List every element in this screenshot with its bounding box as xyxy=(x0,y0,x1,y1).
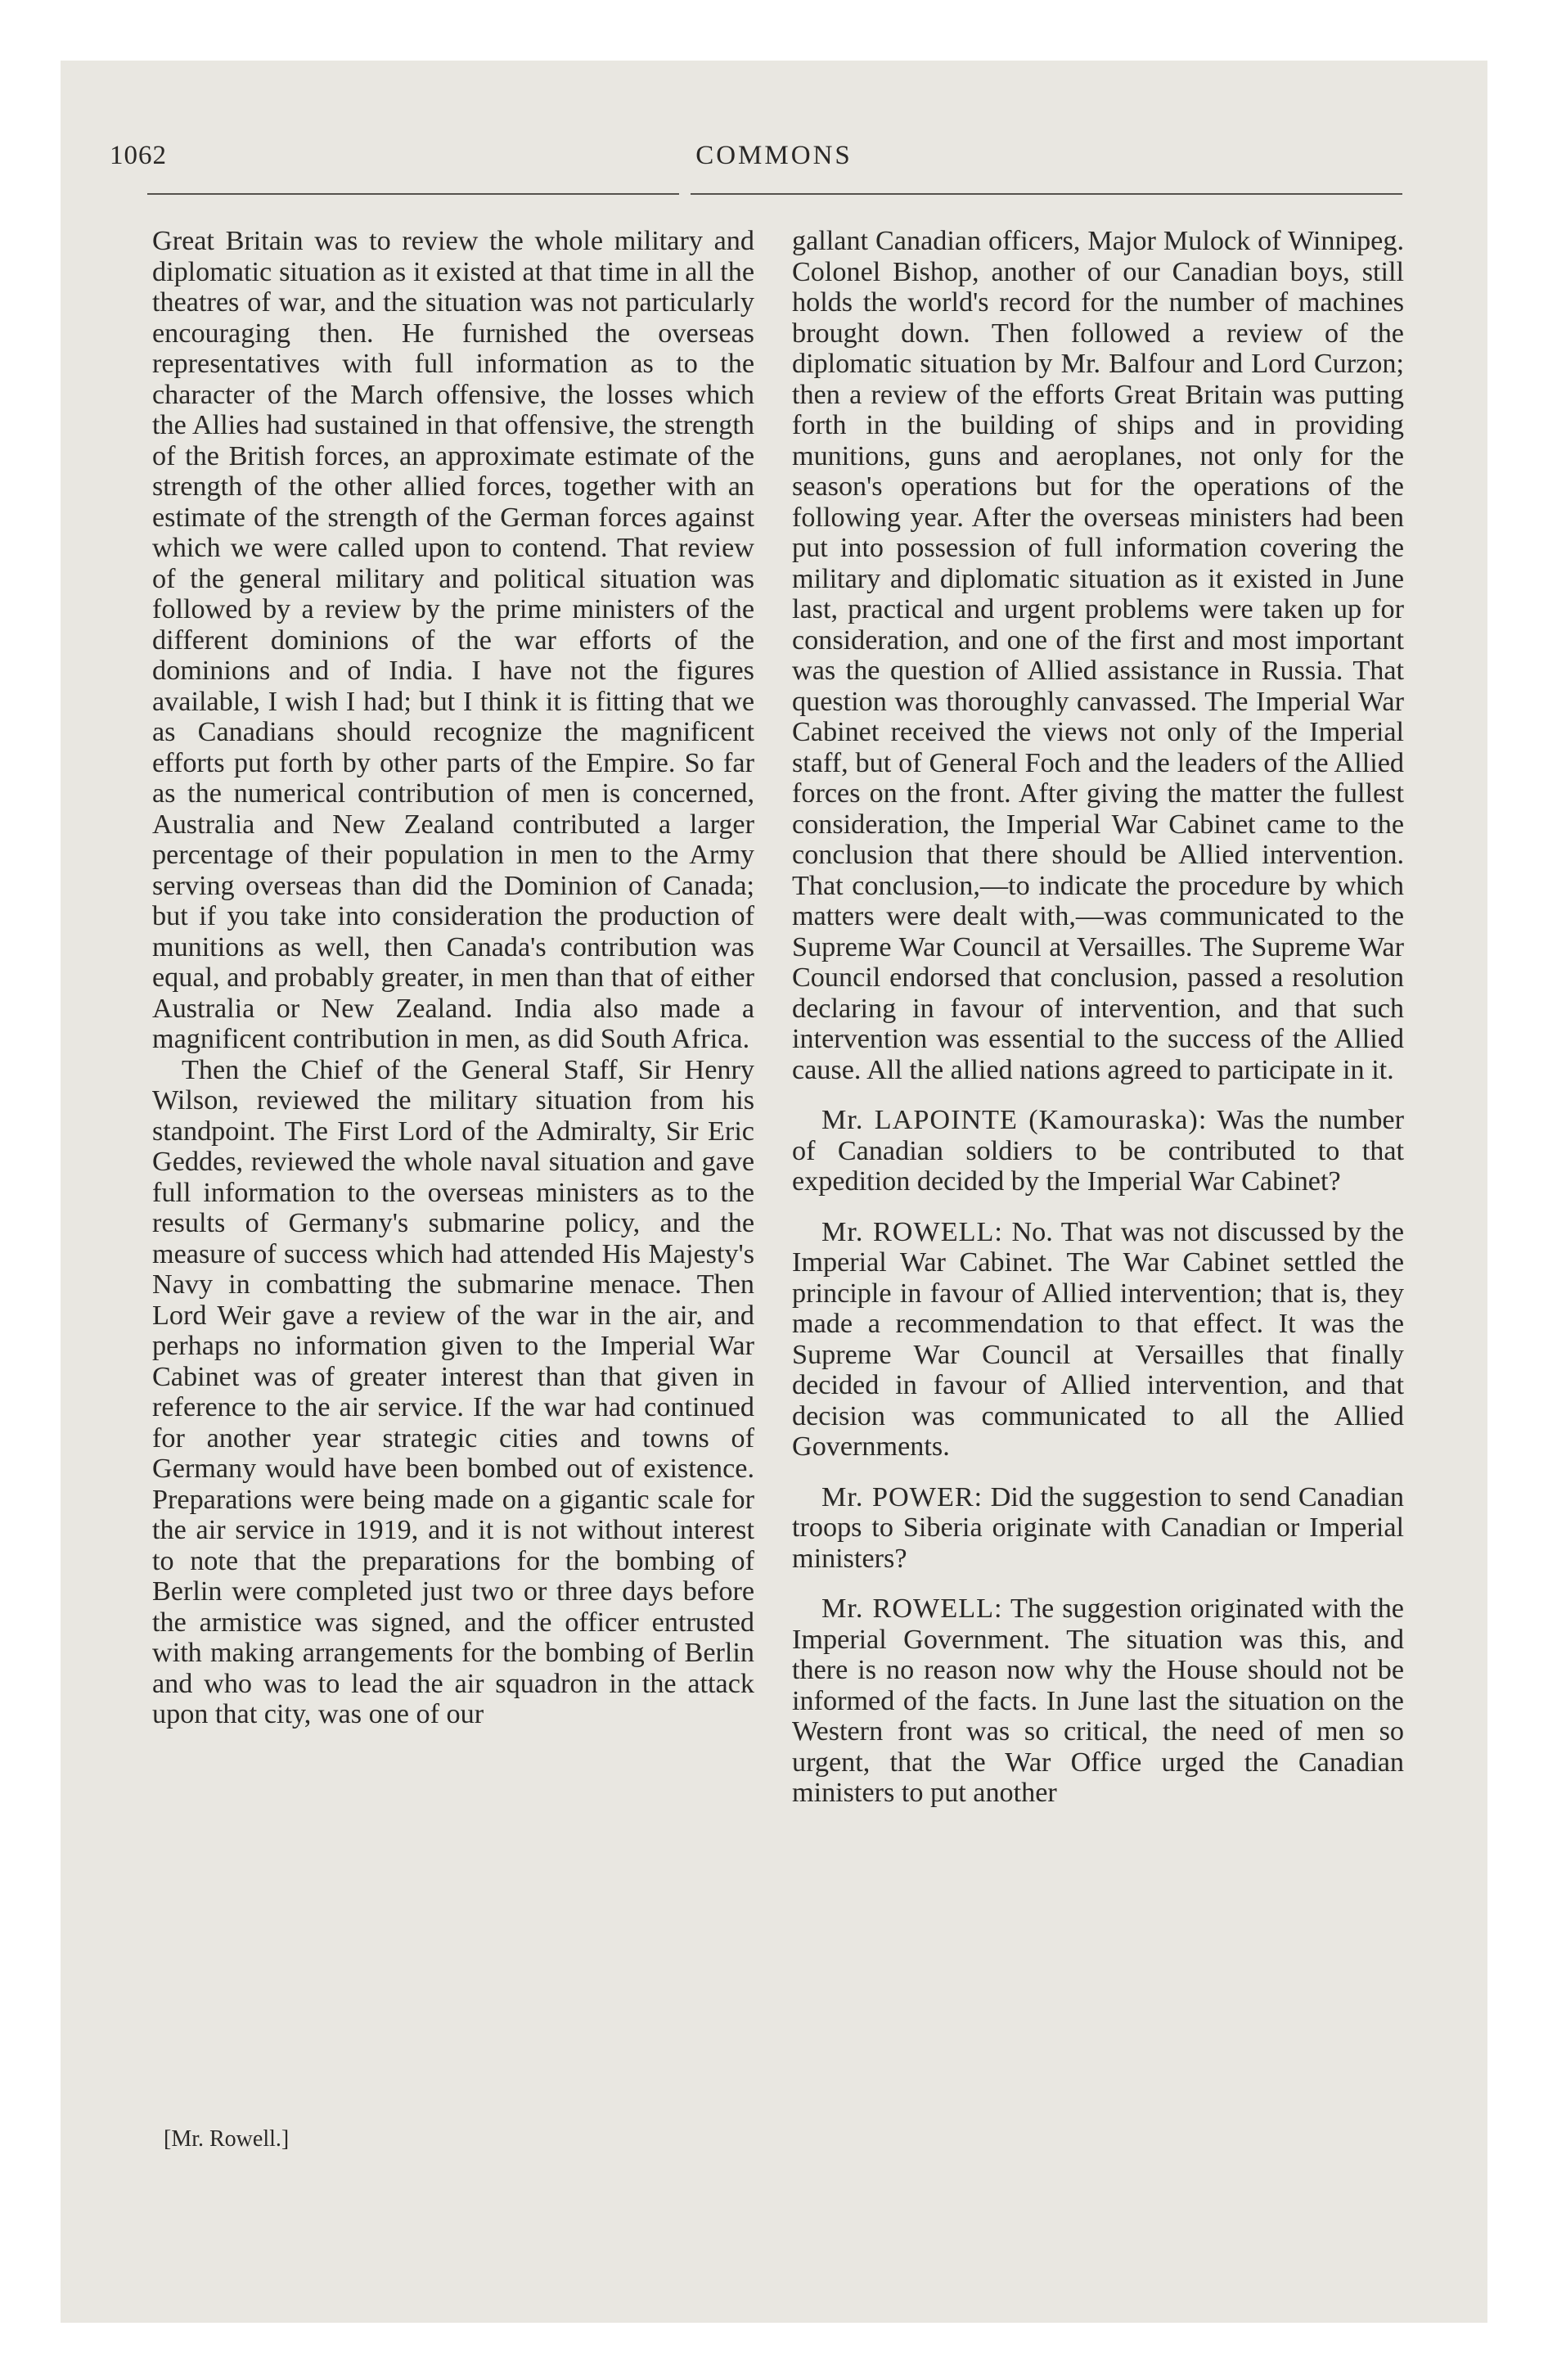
left-column xyxy=(152,226,754,1730)
speech-text: No. That was not discussed by the Imperial War Cabinet. The War Cabinet settled the principle in favour of Allied intervention; that is, they made a recommendation to that effect. It was the Supreme War Council at Versailles that finally decided in favour of Allied intervention, and that decision was communicated to all the Allied Governments. xyxy=(792,1216,1404,1462)
page-number: 1062 xyxy=(110,141,167,170)
speaker-name: Mr. ROWELL: xyxy=(821,1216,1003,1247)
continuation-paragraph: gallant Canadian officers, Major Mulock of Winnipeg. Colonel Bishop, another of our Canadian boys, still holds the world's record for the number of machines brought down. Then followed a review of the diplomatic situation by Mr. Balfour and Lord Curzon; then a review of the efforts Great Britain was putting forth in the building of ships and in providing munitions, guns and aeroplanes, not only for the season's operations but for the operations of the following year. After the overseas ministers had been put into possession of full information covering the military and diplomatic situation as it existed in June last, practical and urgent problems were taken up for consideration, and one of the first and most important was the question of Allied assistance in Russia. That question was thoroughly canvassed. The Imperial War Cabinet received the views not only of the Imperial staff, but of General Foch and the leaders of the Allied forces on the front. After giving the matter the fullest consideration, the Imperial War Cabinet came to the conclusion that there should be Allied intervention. That conclusion,—to indicate the procedure by which matters were dealt with,—was communicated to the Supreme War Council at Versailles. The Supreme War Council endorsed that conclusion, passed a resolution declaring in favour of intervention, and that such intervention was essential to the success of the Allied cause. All the allied nations agreed to participate in it. xyxy=(792,226,1404,1085)
header-rule-left xyxy=(147,193,679,195)
paragraph: Then the Chief of the General Staff, Sir Henry Wilson, reviewed the military situation from his standpoint. The First Lord of the Admiralty, Sir Eric Geddes, reviewed the whole naval situation and gave full information to the overseas ministers as to the results of Germany's submarine policy, and the measure of success which had attended His Majesty's Navy in combatting the submarine menace. Then Lord Weir gave a review of the war in the air, and perhaps no information given to the Imperial War Cabinet was of greater interest than that given in reference to the air service. If the war had continued for another year strategic cities and towns of Germany would have been bombed out of existence. Preparations were being made on a gigantic scale for the air service in 1919, and it is not without interest to note that the preparations for the bombing of Berlin were completed just two or three days before the armistice was signed, and the officer entrusted with making arrangements for the bombing of Berlin and who was to lead the air squadron in the attack upon that city, was one of our xyxy=(152,1054,754,1729)
running-head: COMMONS xyxy=(695,141,853,170)
speech-paragraph xyxy=(792,1217,1404,1463)
speaker-name: Mr. LAPOINTE (Kamouraska): xyxy=(821,1105,1208,1135)
speech-text: The suggestion originated with the Imperial Government. The situation was this, and there is no reason now why the House should not be informed of the facts. In June last the situation on the Western front was so critical, the need of men so urgent, that the War Office urged the Canadian ministers to put another xyxy=(792,1593,1404,1808)
speaker-name: Mr. POWER: xyxy=(821,1481,983,1512)
speech-paragraph xyxy=(792,1105,1404,1197)
header-rule-right xyxy=(691,193,1402,195)
speech-paragraph xyxy=(792,1482,1404,1575)
right-column xyxy=(792,226,1404,1809)
speech-paragraph xyxy=(792,1593,1404,1809)
speech-text: Was the number of Canadian soldiers to be contributed to that expedition decided by the Imperial War Cabinet? xyxy=(792,1105,1404,1197)
speaker-name: Mr. ROWELL: xyxy=(821,1593,1003,1624)
footer-speaker-tag: [Mr. Rowell.] xyxy=(164,2126,290,2152)
speech-text: Did the suggestion to send Canadian troops to Siberia originate with Canadian or Imperial ministers? xyxy=(792,1481,1404,1574)
paragraph: Great Britain was to review the whole military and diplomatic situation as it existed at that time in all the theatres of war, and the situation was not particularly encouraging then. He furnished the overseas representatives with full information as to the character of the March offensive, the losses which the Allies had sustained in that offensive, the strength of the British forces, an approximate estimate of the strength of the other allied forces, together with an estimate of the strength of the German forces against which we were called upon to contend. That review of the general military and political situation was followed by a review by the prime ministers of the different dominions of the war efforts of the dominions and of India. I have not the figures available, I wish I had; but I think it is fitting that we as Canadians should recognize the magnificent efforts put forth by other parts of the Empire. So far as the numerical contribution of men is concerned, Australia and New Zealand contributed a larger percentage of their population in men to the Army serving overseas than did the Dominion of Canada; but if you take into consideration the production of munitions as well, then Canada's contribution was equal, and probably greater, in men than that of either Australia or New Zealand. India also made a magnificent contribution in men, as did South Africa. xyxy=(152,226,754,1054)
